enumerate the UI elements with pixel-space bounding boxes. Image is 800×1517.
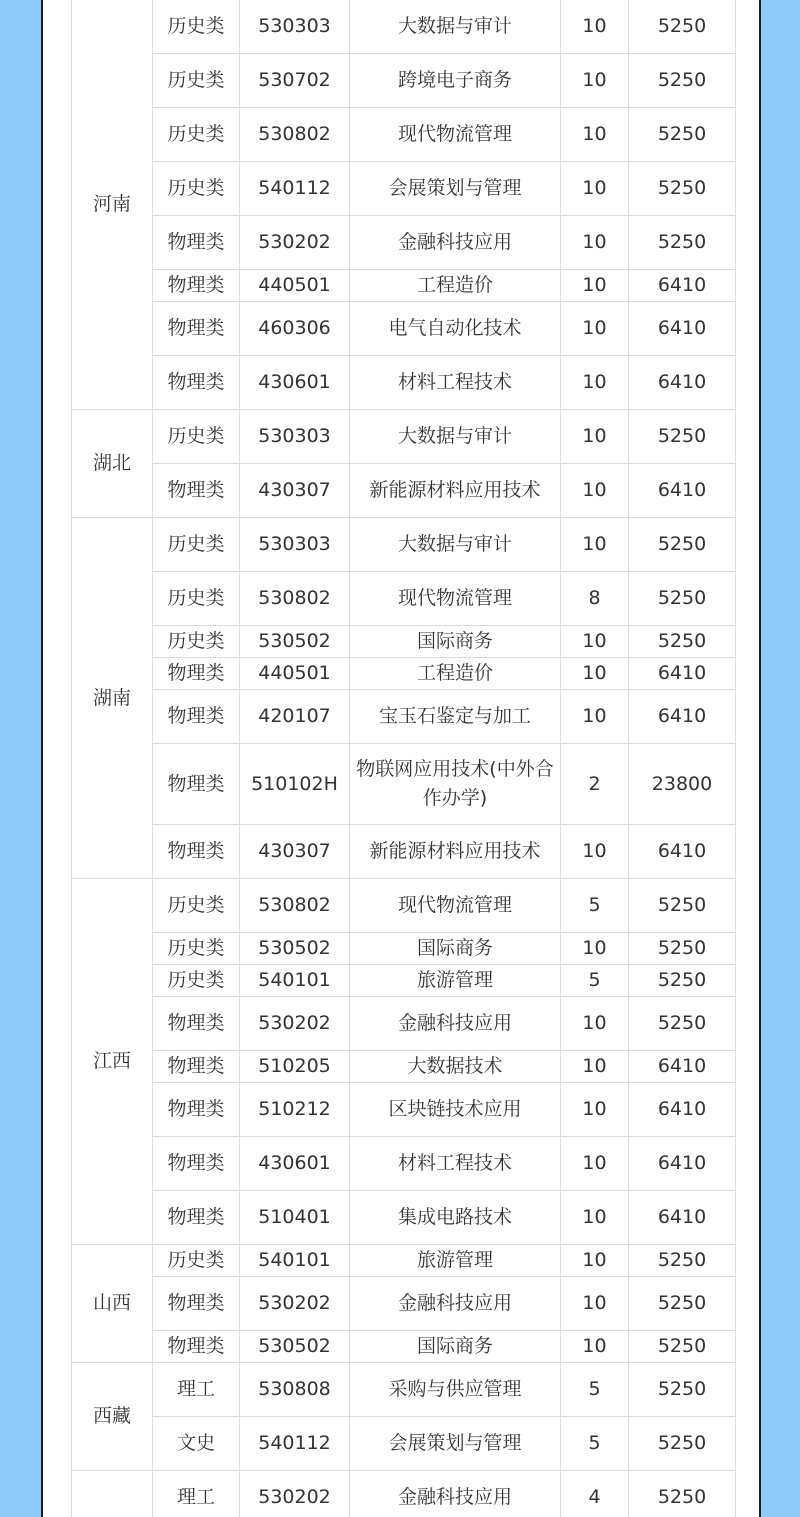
province-cell: 江西 bbox=[72, 879, 153, 1245]
major-cell: 大数据技术 bbox=[350, 1051, 561, 1083]
code-cell: 530202 bbox=[240, 1471, 350, 1517]
tuition-fee-cell: 6410 bbox=[629, 1137, 736, 1191]
plan-count-cell: 10 bbox=[561, 1137, 629, 1191]
subject-cell: 历史类 bbox=[153, 410, 240, 464]
plan-count-cell: 8 bbox=[561, 572, 629, 626]
plan-count-cell: 5 bbox=[561, 879, 629, 933]
major-cell: 大数据与审计 bbox=[350, 518, 561, 572]
tuition-fee-cell: 23800 bbox=[629, 744, 736, 825]
tuition-fee-cell: 5250 bbox=[629, 997, 736, 1051]
tuition-fee-cell: 6410 bbox=[629, 1191, 736, 1245]
subject-cell: 文史 bbox=[153, 1417, 240, 1471]
code-cell: 530808 bbox=[240, 1363, 350, 1417]
major-cell: 会展策划与管理 bbox=[350, 162, 561, 216]
subject-cell: 物理类 bbox=[153, 997, 240, 1051]
major-cell: 新能源材料应用技术 bbox=[350, 825, 561, 879]
major-cell: 金融科技应用 bbox=[350, 1471, 561, 1517]
code-cell: 440501 bbox=[240, 658, 350, 690]
subject-cell: 历史类 bbox=[153, 572, 240, 626]
tuition-fee-cell: 5250 bbox=[629, 626, 736, 658]
subject-cell: 物理类 bbox=[153, 1277, 240, 1331]
subject-cell: 历史类 bbox=[153, 965, 240, 997]
table-row bbox=[72, 1137, 736, 1191]
plan-count-cell: 10 bbox=[561, 1051, 629, 1083]
table-row bbox=[72, 0, 736, 54]
major-cell: 金融科技应用 bbox=[350, 216, 561, 270]
table-row bbox=[72, 356, 736, 410]
table-row bbox=[72, 1363, 736, 1417]
tuition-fee-cell: 5250 bbox=[629, 108, 736, 162]
subject-cell: 物理类 bbox=[153, 1051, 240, 1083]
plan-count-cell: 10 bbox=[561, 1245, 629, 1277]
plan-count-cell: 10 bbox=[561, 626, 629, 658]
subject-cell: 物理类 bbox=[153, 464, 240, 518]
major-cell: 旅游管理 bbox=[350, 1245, 561, 1277]
code-cell: 530303 bbox=[240, 0, 350, 54]
subject-cell: 物理类 bbox=[153, 1137, 240, 1191]
plan-count-cell: 5 bbox=[561, 965, 629, 997]
subject-cell: 物理类 bbox=[153, 658, 240, 690]
code-cell: 510212 bbox=[240, 1083, 350, 1137]
code-cell: 460306 bbox=[240, 302, 350, 356]
subject-cell: 物理类 bbox=[153, 270, 240, 302]
content-panel bbox=[41, 0, 761, 1517]
table-row bbox=[72, 879, 736, 933]
major-cell: 物联网应用技术(中外合作办学) bbox=[350, 744, 561, 825]
code-cell: 510205 bbox=[240, 1051, 350, 1083]
plan-count-cell: 10 bbox=[561, 658, 629, 690]
province-cell: 山西 bbox=[72, 1245, 153, 1363]
code-cell: 530202 bbox=[240, 216, 350, 270]
code-cell: 530303 bbox=[240, 518, 350, 572]
plan-count-cell: 10 bbox=[561, 162, 629, 216]
plan-count-cell: 10 bbox=[561, 302, 629, 356]
major-cell: 国际商务 bbox=[350, 1331, 561, 1363]
tuition-fee-cell: 5250 bbox=[629, 1417, 736, 1471]
tuition-fee-cell: 6410 bbox=[629, 464, 736, 518]
plan-count-cell: 10 bbox=[561, 690, 629, 744]
major-cell: 区块链技术应用 bbox=[350, 1083, 561, 1137]
subject-cell: 历史类 bbox=[153, 0, 240, 54]
table-row bbox=[72, 216, 736, 270]
plan-count-cell: 10 bbox=[561, 825, 629, 879]
tuition-fee-cell: 5250 bbox=[629, 518, 736, 572]
subject-cell: 物理类 bbox=[153, 356, 240, 410]
tuition-fee-cell: 5250 bbox=[629, 54, 736, 108]
code-cell: 530202 bbox=[240, 997, 350, 1051]
code-cell: 510102H bbox=[240, 744, 350, 825]
plan-count-cell: 10 bbox=[561, 518, 629, 572]
code-cell: 430307 bbox=[240, 464, 350, 518]
code-cell: 430601 bbox=[240, 1137, 350, 1191]
table-row bbox=[72, 270, 736, 302]
code-cell: 440501 bbox=[240, 270, 350, 302]
code-cell: 530202 bbox=[240, 1277, 350, 1331]
plan-count-cell: 10 bbox=[561, 356, 629, 410]
table-row bbox=[72, 464, 736, 518]
major-cell: 跨境电子商务 bbox=[350, 54, 561, 108]
province-cell: 西藏 bbox=[72, 1363, 153, 1471]
plan-count-cell: 10 bbox=[561, 1191, 629, 1245]
province-cell: 湖南 bbox=[72, 518, 153, 879]
plan-count-cell: 10 bbox=[561, 464, 629, 518]
major-cell: 现代物流管理 bbox=[350, 108, 561, 162]
table-row bbox=[72, 518, 736, 572]
table-row bbox=[72, 54, 736, 108]
table-row bbox=[72, 1471, 736, 1517]
subject-cell: 物理类 bbox=[153, 744, 240, 825]
major-cell: 大数据与审计 bbox=[350, 410, 561, 464]
plan-count-cell: 10 bbox=[561, 0, 629, 54]
province-cell: 河南 bbox=[72, 0, 153, 410]
table-row bbox=[72, 1331, 736, 1363]
plan-count-cell: 10 bbox=[561, 270, 629, 302]
table-row bbox=[72, 410, 736, 464]
major-cell: 工程造价 bbox=[350, 658, 561, 690]
province-cell: 湖北 bbox=[72, 410, 153, 518]
province-cell bbox=[72, 1471, 153, 1517]
subject-cell: 物理类 bbox=[153, 1083, 240, 1137]
code-cell: 430307 bbox=[240, 825, 350, 879]
enrollment-plan-table bbox=[71, 0, 736, 1517]
major-cell: 国际商务 bbox=[350, 626, 561, 658]
tuition-fee-cell: 6410 bbox=[629, 356, 736, 410]
major-cell: 材料工程技术 bbox=[350, 356, 561, 410]
subject-cell: 物理类 bbox=[153, 216, 240, 270]
table-row bbox=[72, 162, 736, 216]
tuition-fee-cell: 5250 bbox=[629, 410, 736, 464]
plan-count-cell: 4 bbox=[561, 1471, 629, 1517]
table-row bbox=[72, 572, 736, 626]
code-cell: 530802 bbox=[240, 108, 350, 162]
plan-count-cell: 10 bbox=[561, 933, 629, 965]
table-row bbox=[72, 1245, 736, 1277]
major-cell: 大数据与审计 bbox=[350, 0, 561, 54]
code-cell: 540101 bbox=[240, 1245, 350, 1277]
table-row bbox=[72, 825, 736, 879]
subject-cell: 理工 bbox=[153, 1363, 240, 1417]
plan-count-cell: 5 bbox=[561, 1417, 629, 1471]
subject-cell: 历史类 bbox=[153, 933, 240, 965]
major-cell: 宝玉石鉴定与加工 bbox=[350, 690, 561, 744]
tuition-fee-cell: 6410 bbox=[629, 302, 736, 356]
code-cell: 540112 bbox=[240, 1417, 350, 1471]
subject-cell: 历史类 bbox=[153, 626, 240, 658]
plan-count-cell: 10 bbox=[561, 410, 629, 464]
table-row bbox=[72, 1051, 736, 1083]
tuition-fee-cell: 5250 bbox=[629, 572, 736, 626]
subject-cell: 历史类 bbox=[153, 162, 240, 216]
table-row bbox=[72, 1417, 736, 1471]
subject-cell: 历史类 bbox=[153, 518, 240, 572]
major-cell: 电气自动化技术 bbox=[350, 302, 561, 356]
major-cell: 现代物流管理 bbox=[350, 879, 561, 933]
tuition-fee-cell: 5250 bbox=[629, 1331, 736, 1363]
table-row bbox=[72, 626, 736, 658]
subject-cell: 物理类 bbox=[153, 1191, 240, 1245]
major-cell: 集成电路技术 bbox=[350, 1191, 561, 1245]
tuition-fee-cell: 5250 bbox=[629, 1363, 736, 1417]
table-row bbox=[72, 1277, 736, 1331]
subject-cell: 历史类 bbox=[153, 1245, 240, 1277]
table-row bbox=[72, 658, 736, 690]
plan-count-cell: 10 bbox=[561, 54, 629, 108]
tuition-fee-cell: 6410 bbox=[629, 270, 736, 302]
major-cell: 新能源材料应用技术 bbox=[350, 464, 561, 518]
major-cell: 金融科技应用 bbox=[350, 997, 561, 1051]
table-row bbox=[72, 1191, 736, 1245]
code-cell: 530502 bbox=[240, 1331, 350, 1363]
plan-count-cell: 10 bbox=[561, 108, 629, 162]
subject-cell: 理工 bbox=[153, 1471, 240, 1517]
table-row bbox=[72, 997, 736, 1051]
major-cell: 国际商务 bbox=[350, 933, 561, 965]
subject-cell: 物理类 bbox=[153, 302, 240, 356]
tuition-fee-cell: 5250 bbox=[629, 879, 736, 933]
code-cell: 430601 bbox=[240, 356, 350, 410]
tuition-fee-cell: 6410 bbox=[629, 1051, 736, 1083]
code-cell: 530702 bbox=[240, 54, 350, 108]
tuition-fee-cell: 6410 bbox=[629, 690, 736, 744]
plan-count-cell: 10 bbox=[561, 1331, 629, 1363]
table-row bbox=[72, 933, 736, 965]
plan-count-cell: 10 bbox=[561, 1083, 629, 1137]
tuition-fee-cell: 5250 bbox=[629, 1471, 736, 1517]
tuition-fee-cell: 5250 bbox=[629, 965, 736, 997]
major-cell: 现代物流管理 bbox=[350, 572, 561, 626]
plan-count-cell: 10 bbox=[561, 997, 629, 1051]
table-row bbox=[72, 744, 736, 825]
subject-cell: 物理类 bbox=[153, 825, 240, 879]
table-row bbox=[72, 108, 736, 162]
code-cell: 510401 bbox=[240, 1191, 350, 1245]
code-cell: 540101 bbox=[240, 965, 350, 997]
code-cell: 540112 bbox=[240, 162, 350, 216]
subject-cell: 历史类 bbox=[153, 54, 240, 108]
subject-cell: 历史类 bbox=[153, 879, 240, 933]
plan-count-cell: 2 bbox=[561, 744, 629, 825]
table-row bbox=[72, 965, 736, 997]
major-cell: 材料工程技术 bbox=[350, 1137, 561, 1191]
major-cell: 工程造价 bbox=[350, 270, 561, 302]
table-body bbox=[72, 0, 736, 1517]
plan-count-cell: 5 bbox=[561, 1363, 629, 1417]
plan-count-cell: 10 bbox=[561, 1277, 629, 1331]
major-cell: 金融科技应用 bbox=[350, 1277, 561, 1331]
subject-cell: 历史类 bbox=[153, 108, 240, 162]
code-cell: 530802 bbox=[240, 879, 350, 933]
tuition-fee-cell: 6410 bbox=[629, 1083, 736, 1137]
table-row bbox=[72, 690, 736, 744]
plan-count-cell: 10 bbox=[561, 216, 629, 270]
major-cell: 旅游管理 bbox=[350, 965, 561, 997]
tuition-fee-cell: 6410 bbox=[629, 825, 736, 879]
tuition-fee-cell: 5250 bbox=[629, 1277, 736, 1331]
tuition-fee-cell: 5250 bbox=[629, 162, 736, 216]
code-cell: 530303 bbox=[240, 410, 350, 464]
code-cell: 420107 bbox=[240, 690, 350, 744]
major-cell: 会展策划与管理 bbox=[350, 1417, 561, 1471]
table-row bbox=[72, 302, 736, 356]
code-cell: 530502 bbox=[240, 933, 350, 965]
code-cell: 530802 bbox=[240, 572, 350, 626]
subject-cell: 物理类 bbox=[153, 690, 240, 744]
tuition-fee-cell: 6410 bbox=[629, 658, 736, 690]
major-cell: 采购与供应管理 bbox=[350, 1363, 561, 1417]
code-cell: 530502 bbox=[240, 626, 350, 658]
tuition-fee-cell: 5250 bbox=[629, 216, 736, 270]
tuition-fee-cell: 5250 bbox=[629, 933, 736, 965]
subject-cell: 物理类 bbox=[153, 1331, 240, 1363]
table-row bbox=[72, 1083, 736, 1137]
tuition-fee-cell: 5250 bbox=[629, 1245, 736, 1277]
tuition-fee-cell: 5250 bbox=[629, 0, 736, 54]
